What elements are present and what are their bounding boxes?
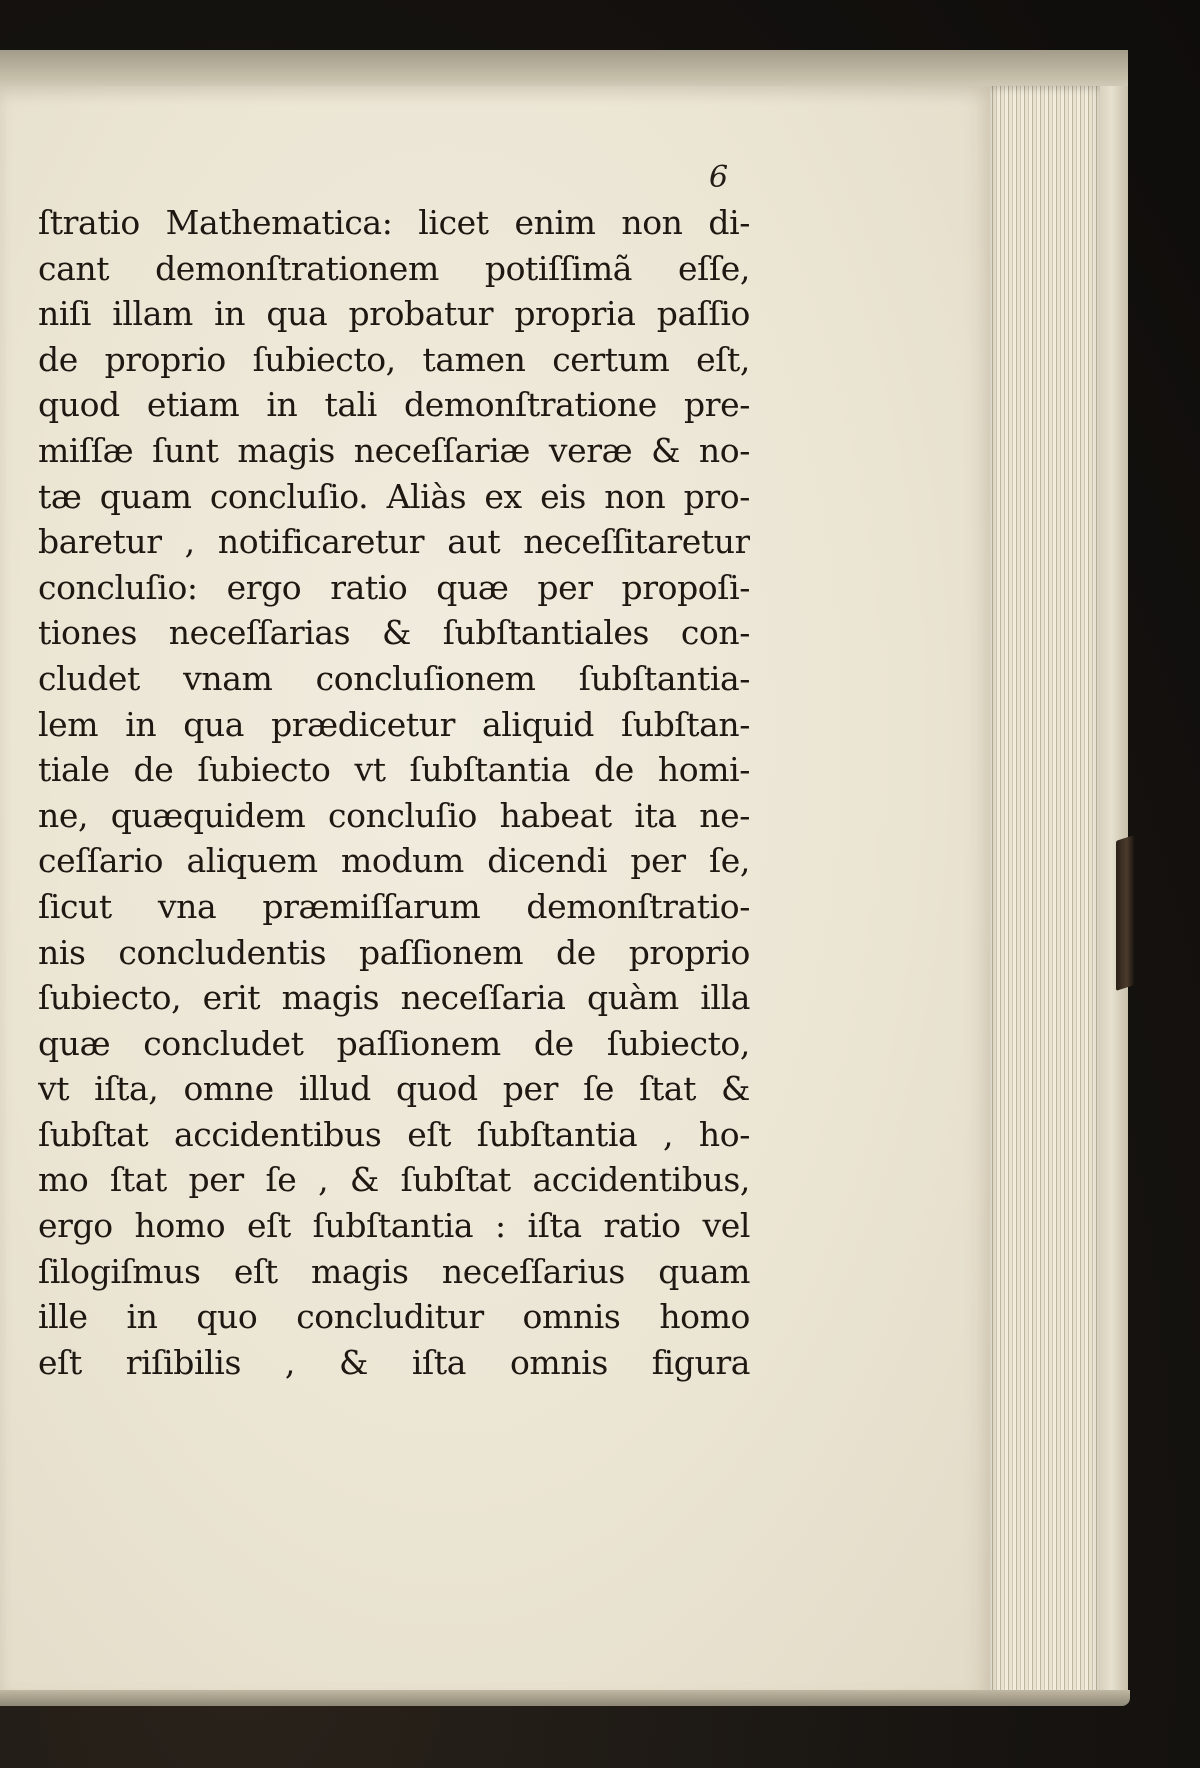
- bookmark-ribbon: [1116, 835, 1134, 991]
- text-line: ſtratio Mathematica: licet enim non di-: [38, 203, 750, 242]
- text-line: quæ concludet paſſionem de ſubiecto,: [38, 1023, 750, 1063]
- text-line: miſſæ ſunt magis neceſſariæ veræ & no-: [38, 430, 750, 470]
- text-line: ſubiecto, erit magis neceſſaria quàm illa: [38, 978, 750, 1018]
- text-line: eſt riſibilis , & iſta omnis figura: [38, 1342, 750, 1382]
- text-line: ſilogiſmus eſt magis neceſſarius quam: [38, 1251, 750, 1291]
- text-line: vt iſta, omne illud quod per ſe ſtat &: [38, 1069, 750, 1109]
- text-line: cludet vnam concluſionem ſubſtantia-: [38, 658, 750, 698]
- page-number: 6: [709, 160, 729, 195]
- text-line: ergo homo eſt ſubſtantia : iſta ratio vel: [38, 1206, 750, 1246]
- text-line: ſubſtat accidentibus eſt ſubſtantia , ho-: [38, 1114, 750, 1154]
- text-line: concluſio: ergo ratio quæ per propoſi-: [38, 567, 750, 607]
- text-line: tiones neceſſarias & ſubſtantiales con-: [38, 613, 750, 653]
- text-line: ille in quo concluditur omnis homo: [38, 1297, 750, 1337]
- text-line: niſi illam in qua probatur propria paſſio: [38, 294, 750, 334]
- page-bottom-edge: [0, 1690, 1130, 1706]
- text-line: ceſſario aliquem modum dicendi per ſe,: [38, 841, 750, 881]
- text-line: de proprio ſubiecto, tamen certum eſt,: [38, 339, 750, 379]
- text-line: tæ quam concluſio. Aliàs ex eis non pro-: [38, 476, 750, 516]
- text-line: tiale de ſubiecto vt ſubſtantia de homi-: [38, 750, 750, 790]
- text-line: lem in qua prædicetur aliquid ſubſtan-: [38, 704, 750, 744]
- text-line: mo ſtat per ſe , & ſubſtat accidentibus,: [38, 1160, 750, 1200]
- page-stack-fore-edge: [985, 86, 1103, 1701]
- page-text-block: [38, 200, 750, 1385]
- text-line: ſicut vna præmiſſarum demonſtratio-: [38, 886, 750, 926]
- text-line: ne, quæquidem concluſio habeat ita ne-: [38, 795, 750, 835]
- text-line: baretur , notificaretur aut neceſſitaretur: [38, 522, 750, 562]
- text-line: cant demonſtrationem potiſſimã eſſe,: [38, 248, 750, 288]
- text-line: nis concludentis paſſionem de proprio: [38, 932, 750, 972]
- text-line: quod etiam in tali demonſtratione pre-: [38, 385, 750, 425]
